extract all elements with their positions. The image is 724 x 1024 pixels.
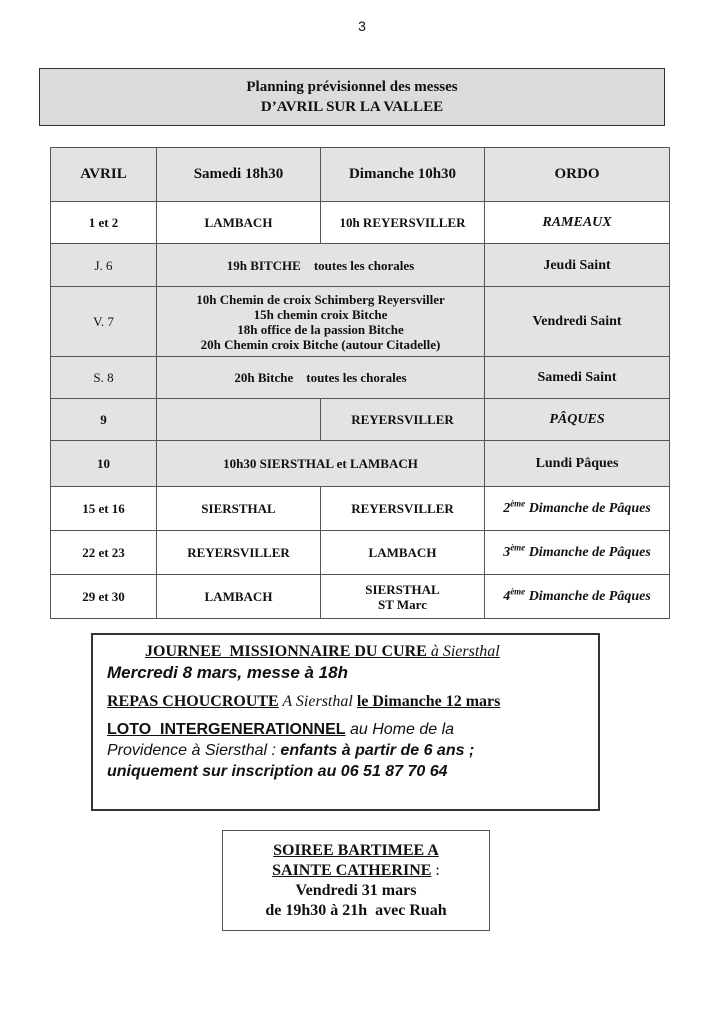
header-avril: AVRIL: [51, 148, 157, 202]
row-date: 22 et 23: [51, 531, 157, 575]
row-ordo: [485, 575, 670, 619]
row-date: V. 7: [51, 287, 157, 357]
row-dimanche-line: SIERSTHAL: [365, 581, 440, 597]
ordo-text: Dimanche de Pâques: [525, 589, 651, 604]
journee-title: JOURNEE MISSIONNAIRE DU CURE: [145, 643, 427, 660]
row-merged-line: 15h chemin croix Bitche: [253, 306, 388, 322]
ordo-superscript: ème: [510, 542, 526, 553]
title-line-1: Planning prévisionnel des messes: [246, 79, 458, 95]
event-title-1: SOIREE BARTIMEE A: [273, 841, 439, 859]
row-ordo: Samedi Saint: [485, 357, 670, 399]
row-dimanche: REYERSVILLER: [321, 399, 485, 441]
row-ordo: RAMEAUX: [485, 202, 670, 244]
ordo-number: 4: [503, 589, 511, 604]
loto-line-1: [107, 719, 588, 740]
row-samedi: LAMBACH: [157, 575, 321, 619]
announcements-box: [91, 633, 600, 811]
row-merged: [157, 287, 485, 357]
row-merged: 20h Bitche toutes les chorales: [157, 357, 485, 399]
ordo-text: Dimanche de Pâques: [525, 501, 651, 516]
row-merged-line: 10h Chemin de croix Schimberg Reyersviller: [196, 291, 445, 307]
title-line-2: D’AVRIL SUR LA VALLEE: [260, 99, 444, 115]
table-row: [51, 487, 670, 531]
row-merged: 19h BITCHE toutes les chorales: [157, 244, 485, 287]
table-header-row: [51, 148, 670, 202]
row-samedi: [157, 399, 321, 441]
ordo-superscript: ème: [510, 586, 526, 597]
loto-label: LOTO INTERGENERATIONNEL: [107, 721, 346, 738]
loto-cond-2: uniquement sur inscription au 06 51 87 70 64: [107, 763, 448, 780]
row-samedi: REYERSVILLER: [157, 531, 321, 575]
row-ordo: Jeudi Saint: [485, 244, 670, 287]
event-title-2: SAINTE CATHERINE: [272, 861, 432, 879]
row-date: 15 et 16: [51, 487, 157, 531]
ordo-number: 3: [503, 545, 511, 560]
loto-cond-1: enfants à partir de 6 ans ;: [275, 742, 475, 759]
event-line-1: [273, 841, 439, 861]
header-samedi: Samedi 18h30: [157, 148, 321, 202]
row-ordo: PÂQUES: [485, 399, 670, 441]
ordo-superscript: ème: [510, 498, 526, 509]
ordo-number: 2: [503, 501, 511, 516]
table-row: [51, 575, 670, 619]
event-line-2: [272, 861, 440, 881]
table-row: [51, 531, 670, 575]
event-box: [222, 830, 490, 931]
table-row: [51, 244, 670, 287]
loto-line-2: [107, 740, 588, 761]
row-date: J. 6: [51, 244, 157, 287]
table-row: [51, 287, 670, 357]
journee-line: [107, 643, 588, 661]
row-ordo: Lundi Pâques: [485, 441, 670, 487]
repas-label: REPAS CHOUCROUTE: [107, 693, 279, 710]
table-row: [51, 202, 670, 244]
row-date: 10: [51, 441, 157, 487]
table-row: [51, 399, 670, 441]
event-date: Vendredi 31 mars: [295, 881, 417, 899]
row-dimanche: REYERSVILLER: [321, 487, 485, 531]
mercredi-line: Mercredi 8 mars, messe à 18h: [107, 663, 348, 682]
row-dimanche-line: ST Marc: [378, 596, 427, 612]
ordo-text: Dimanche de Pâques: [525, 545, 651, 560]
row-date: 29 et 30: [51, 575, 157, 619]
row-date: S. 8: [51, 357, 157, 399]
row-samedi: LAMBACH: [157, 202, 321, 244]
table-row: [51, 357, 670, 399]
journee-place: à Siersthal: [426, 643, 500, 660]
row-merged-line: 20h Chemin croix Bitche (autour Citadelle): [200, 336, 441, 352]
repas-line: [107, 693, 588, 711]
mass-schedule-table: [50, 147, 670, 619]
row-date: 1 et 2: [51, 202, 157, 244]
row-ordo: [485, 531, 670, 575]
row-dimanche: [321, 575, 485, 619]
row-dimanche: 10h REYERSVILLER: [321, 202, 485, 244]
event-title-colon: :: [431, 861, 440, 879]
row-merged-line: 18h office de la passion Bitche: [237, 321, 404, 337]
row-merged: 10h30 SIERSTHAL et LAMBACH: [157, 441, 485, 487]
row-samedi: SIERSTHAL: [157, 487, 321, 531]
event-time: de 19h30 à 21h avec Ruah: [265, 901, 447, 919]
page-number: 3: [358, 18, 366, 34]
header-ordo: ORDO: [485, 148, 670, 202]
row-ordo: [485, 487, 670, 531]
repas-place: A Siersthal: [278, 693, 357, 710]
loto-place-1: au Home de la: [345, 721, 455, 738]
row-ordo: Vendredi Saint: [485, 287, 670, 357]
page-title-box: [39, 68, 665, 126]
row-date: 9: [51, 399, 157, 441]
row-dimanche: LAMBACH: [321, 531, 485, 575]
repas-date: le Dimanche 12 mars: [356, 693, 501, 710]
header-dimanche: Dimanche 10h30: [321, 148, 485, 202]
loto-place-2: Providence à Siersthal :: [107, 742, 276, 759]
table-row: [51, 441, 670, 487]
